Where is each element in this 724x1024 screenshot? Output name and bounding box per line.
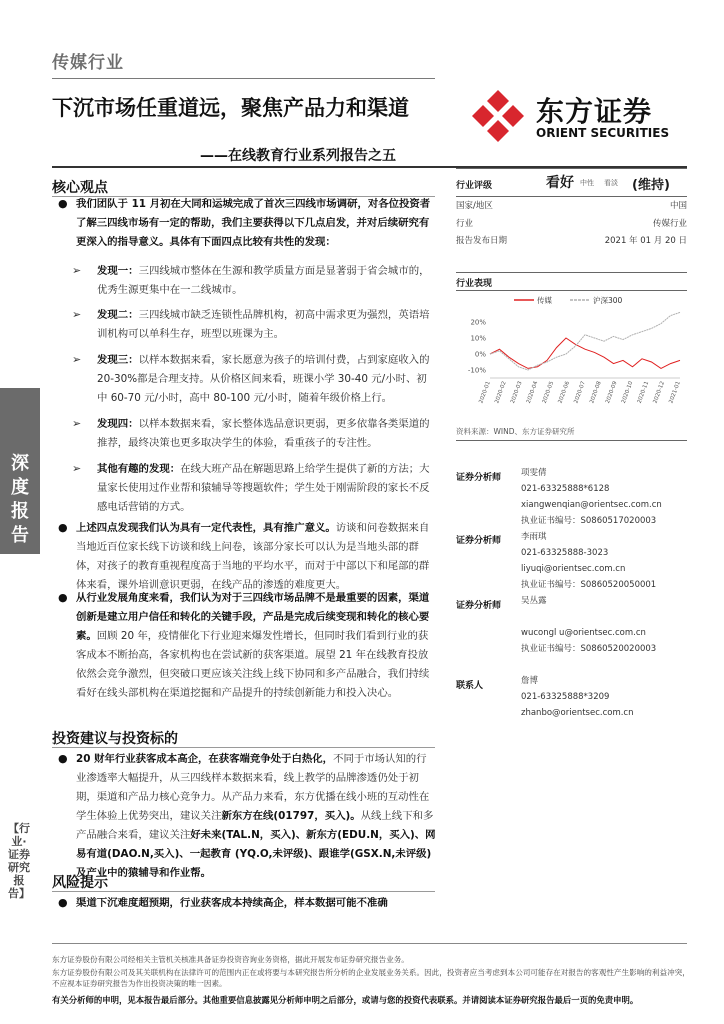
risk-text-bold: 渠道下沉难度超预期，行业获客成本持续高企，样本数据可能不准确: [76, 897, 388, 909]
analyst-2-email[interactable]: liyuqi@orientsec.com.cn: [521, 564, 626, 574]
legend-label: 传媒: [537, 296, 552, 305]
footer-rule: [52, 943, 687, 944]
investment-text-1: 不同于市场认知的行业渗透率大幅提升，从三四线样本数据来看，线上教学的品牌渗透仍处于初期，渠道和产品力核心竞争力。从产品力来看，东方优播在线小班的互动性在学生体验上优势突出，建议关注: [76, 753, 430, 822]
investment-heading: 投资建议与投资标的: [52, 731, 178, 747]
report-subtitle: ——在线教育行业系列报告之五: [200, 148, 396, 164]
bullet-icon: ●: [58, 521, 68, 534]
risk-text: [76, 894, 436, 913]
finding-1-label: 发现一：: [97, 265, 139, 277]
finding-4: [97, 415, 437, 453]
core-views-heading: 核心观点: [52, 180, 108, 196]
x-tick-label: 2020-07: [573, 380, 587, 405]
y-tick-label: 0%: [474, 350, 486, 359]
info-key: 报告发布日期: [456, 236, 508, 246]
analyst-2-cert: 执业证书编号：S0860520050001: [521, 580, 657, 590]
finding-2: [97, 306, 437, 344]
investment-rule: [52, 747, 435, 748]
risk-rule: [52, 891, 435, 892]
arrow-icon: ➢: [72, 308, 82, 321]
x-tick-label: 2020-06: [557, 380, 572, 405]
series-line-csi300: [490, 312, 680, 370]
x-tick-label: 2020-02: [494, 380, 508, 405]
arrow-icon: ➢: [72, 417, 82, 430]
bullet-icon: ●: [58, 752, 68, 765]
core-p2-text: 访谈和问卷数据来自当地近百位家长线下访谈和线上问卷，该部分家长可以认为是当地头部的群体，对孩子的教育重视程度高于当地的平均水平，而对于中部以下和尾部的群体来看，课外培训意识更弱，在线产品的渗透的难度更大。: [76, 522, 430, 591]
legend-label: 沪深300: [593, 296, 623, 305]
x-tick-label: 2020-04: [525, 380, 540, 405]
analyst-3-name: 吴丛露: [521, 596, 547, 606]
footer-line-1: 东方证券股份有限公司经相关主管机关核准具备证券投资咨询业务资格，据此开展发布证券研究报告业务。: [52, 955, 409, 964]
contact-info: [521, 673, 634, 721]
info-key: 行业: [456, 219, 474, 229]
info-value: 中国: [669, 201, 687, 211]
rating-top-rule: [456, 168, 687, 169]
finding-3: [97, 351, 437, 408]
analyst-3-role: 证券分析师: [456, 601, 502, 611]
x-tick-label: 2020-08: [589, 380, 603, 405]
performance-title: 行业表现: [456, 279, 493, 289]
core-p2-bold: 上述四点发现我们认为具有一定代表性，具有推广意义。: [76, 522, 336, 534]
finding-3-text: 以样本数据来看，家长愿意为孩子的培训付费，占到家庭收入的 20-30%都是合理支持。从价格区间来看，班课小学 30-40 元/小时、初中 60-70 元/小时，高中 80-100 元/小时，随着年级价格上行。: [97, 354, 430, 404]
finding-other: [97, 460, 437, 517]
analyst-1-name: 项雯倩: [521, 468, 547, 478]
investment-stock-1: 新东方在线(01797，买入)。: [221, 810, 361, 822]
rating-mid-rule: [456, 196, 687, 197]
y-tick-label: 10%: [470, 334, 486, 343]
logo-english-name: ORIENT SECURITIES: [536, 126, 670, 140]
core-p3-text: 回顾 20 年，疫情催化下行业迎来爆发性增长，但同时我们看到行业的获客成本不断抬高，各家机构也在尝试新的获客渠道。展望 21 年在线教育投放依然会竞争激烈，但突破口更应该关注线上线下协同和多产品融合，我们持续看好在线头部机构在渠道挖掘和产品提升的持续创新能力和投入决心。: [76, 630, 430, 699]
report-category-strip: 【行业·证券研究报告】: [8, 822, 30, 900]
analyst-1-cert: 执业证书编号：S0860517020003: [521, 516, 657, 526]
arrow-icon: ➢: [72, 264, 82, 277]
core-p3-bold: 从行业发展角度来看，我们认为对于三四线市场品牌不是最重要的因素，渠道创新是建立用户信任和转化的关键手段，产品是完成后续变现和转化的核心要素。: [76, 592, 430, 642]
bullet-icon: ●: [58, 197, 68, 210]
analyst-3-info: [521, 593, 656, 657]
finding-2-label: 发现二：: [97, 309, 139, 321]
core-intro: [76, 195, 436, 252]
risk-heading: 风险提示: [52, 875, 108, 891]
orient-diamond-icon: [470, 88, 526, 144]
series-line-media: [490, 338, 680, 368]
finding-1: [97, 262, 437, 300]
rating-neutral: 中性: [580, 179, 594, 187]
logo-chinese-name: 东方证券: [536, 95, 653, 128]
analyst-1-info: [521, 465, 662, 529]
info-value: 传媒行业: [652, 219, 687, 229]
rating-hold: (维持): [632, 178, 670, 193]
x-tick-label: 2020-01: [478, 380, 492, 405]
info-value: 2021 年 01 月 20 日: [604, 236, 687, 246]
info-key: 国家/地区: [456, 201, 493, 211]
analyst-2-phone: 021-63325888-3023: [521, 548, 609, 558]
analyst-2-info: [521, 529, 656, 593]
bullet-icon: ●: [58, 591, 68, 604]
finding-4-text: 以样本数据来看，家长整体选品意识更弱，更多依靠各类渠道的推荐，最终决策也更多取决学生的体验，看重孩子的专注性。: [97, 418, 430, 449]
investment-stocks-2: 好未来(TAL.N，买入)、新东方(EDU.N，买入)、网易有道(DAO.N,买入)、一起教育 (YQ.O,未评级)、跟谁学(GSX.N,未评级)及产业中的猿辅导和作业帮。: [76, 829, 436, 879]
report-title: 下沉市场任重道远，聚焦产品力和渠道: [52, 96, 409, 120]
perf-bottom-rule: [456, 440, 687, 441]
contact-name: 詹博: [521, 676, 539, 686]
core-paragraph-3: [76, 589, 436, 703]
analyst-1-email[interactable]: xiangwenqian@orientsec.com.cn: [521, 500, 662, 510]
x-tick-label: 2020-09: [605, 380, 619, 405]
analyst-1-role: 证券分析师: [456, 473, 502, 483]
finding-3-label: 发现三：: [97, 354, 139, 366]
arrow-icon: ➢: [72, 353, 82, 366]
bullet-icon: ●: [58, 896, 68, 909]
rating-negative: 看淡: [604, 179, 618, 187]
investment-paragraph: [76, 750, 436, 883]
core-paragraph-2: [76, 519, 436, 595]
x-tick-label: 2020-12: [652, 380, 667, 405]
contact-phone: 021-63325888*3209: [521, 692, 610, 702]
x-tick-label: 2021-01: [668, 380, 682, 405]
report-type-label: 深度报告: [11, 453, 29, 546]
company-logo: [470, 88, 680, 144]
analyst-1-phone: 021-63325888*6128: [521, 484, 610, 494]
x-tick-label: 2020-10: [620, 380, 635, 405]
x-tick-label: 2020-11: [636, 380, 651, 405]
finding-other-text: 在线大班产品在解题思路上给学生提供了新的方法；大量家长使用过作业帮和猿辅导等搜题软件；学生处于刚需阶段的家长不反感电话营销的方式。: [97, 463, 430, 513]
sector-label: 传媒行业: [52, 53, 124, 73]
performance-chart: [456, 290, 687, 408]
analyst-3-cert: 执业证书编号：S0860520020003: [521, 644, 657, 654]
finding-4-label: 发现四：: [97, 418, 139, 430]
analyst-3-spacer: [521, 609, 656, 625]
finding-other-label: 其他有趣的发现：: [97, 463, 181, 475]
arrow-icon: ➢: [72, 462, 82, 475]
core-intro-text: 我们团队于 11 月初在大同和运城完成了首次三四线市场调研，对各位投资者了解三四线市场有一定的帮助，我们主要获得以下几点启发，并对后续研究有更深入的指导意义。具体有下面四点比较有共性的发现：: [76, 198, 431, 248]
y-tick-label: 20%: [470, 318, 486, 327]
rating-label: 行业评级: [456, 181, 493, 191]
rating-value: 看好: [546, 175, 574, 191]
analyst-2-role: 证券分析师: [456, 536, 502, 546]
contact-email[interactable]: zhanbo@orientsec.com.cn: [521, 708, 634, 718]
x-tick-label: 2020-03: [510, 380, 524, 405]
contact-role: 联系人: [456, 681, 484, 691]
footer-line-2: 东方证券股份有限公司及其关联机构在法律许可的范围内正在或将要与本研究报告所分析的企业发展业务关系。因此，投资者应当考虑到本公司可能存在对报告的客观性产生影响的利益冲突，不应视本证券研究报告为作出投资决策的唯一因素。: [52, 968, 690, 988]
chart-source: 资料来源：WIND、东方证券研究所: [456, 427, 575, 436]
header-rule: [52, 78, 435, 79]
perf-top-rule: [456, 272, 687, 273]
analyst-2-name: 李雨琪: [521, 532, 547, 542]
investment-bold: 20 财年行业获客成本高企，在获客端竞争处于白热化，: [76, 753, 334, 765]
investment-text-2: 从线上线下和多产品融合来看，建议关注: [76, 810, 434, 841]
y-tick-label: -10%: [467, 366, 486, 375]
footer-line-3: 有关分析师的申明，见本报告最后部分。其他重要信息披露见分析师申明之后部分，或请与您的投资代表联系。并请阅读本证券研究报告最后一页的免责申明。: [52, 995, 639, 1005]
x-tick-label: 2020-05: [541, 380, 556, 405]
analyst-3-email[interactable]: wucongl u@orientsec.com.cn: [521, 628, 646, 638]
finding-2-text: 三四线城市缺乏连锁性品牌机构，初高中需求更为强烈，英语培训机构可以单科生存，班型以班课为主。: [97, 309, 430, 340]
finding-1-text: 三四线城市整体在生源和教学质量方面是显著弱于省会城市的，优秀生源更集中在一二线城市。: [97, 265, 430, 296]
